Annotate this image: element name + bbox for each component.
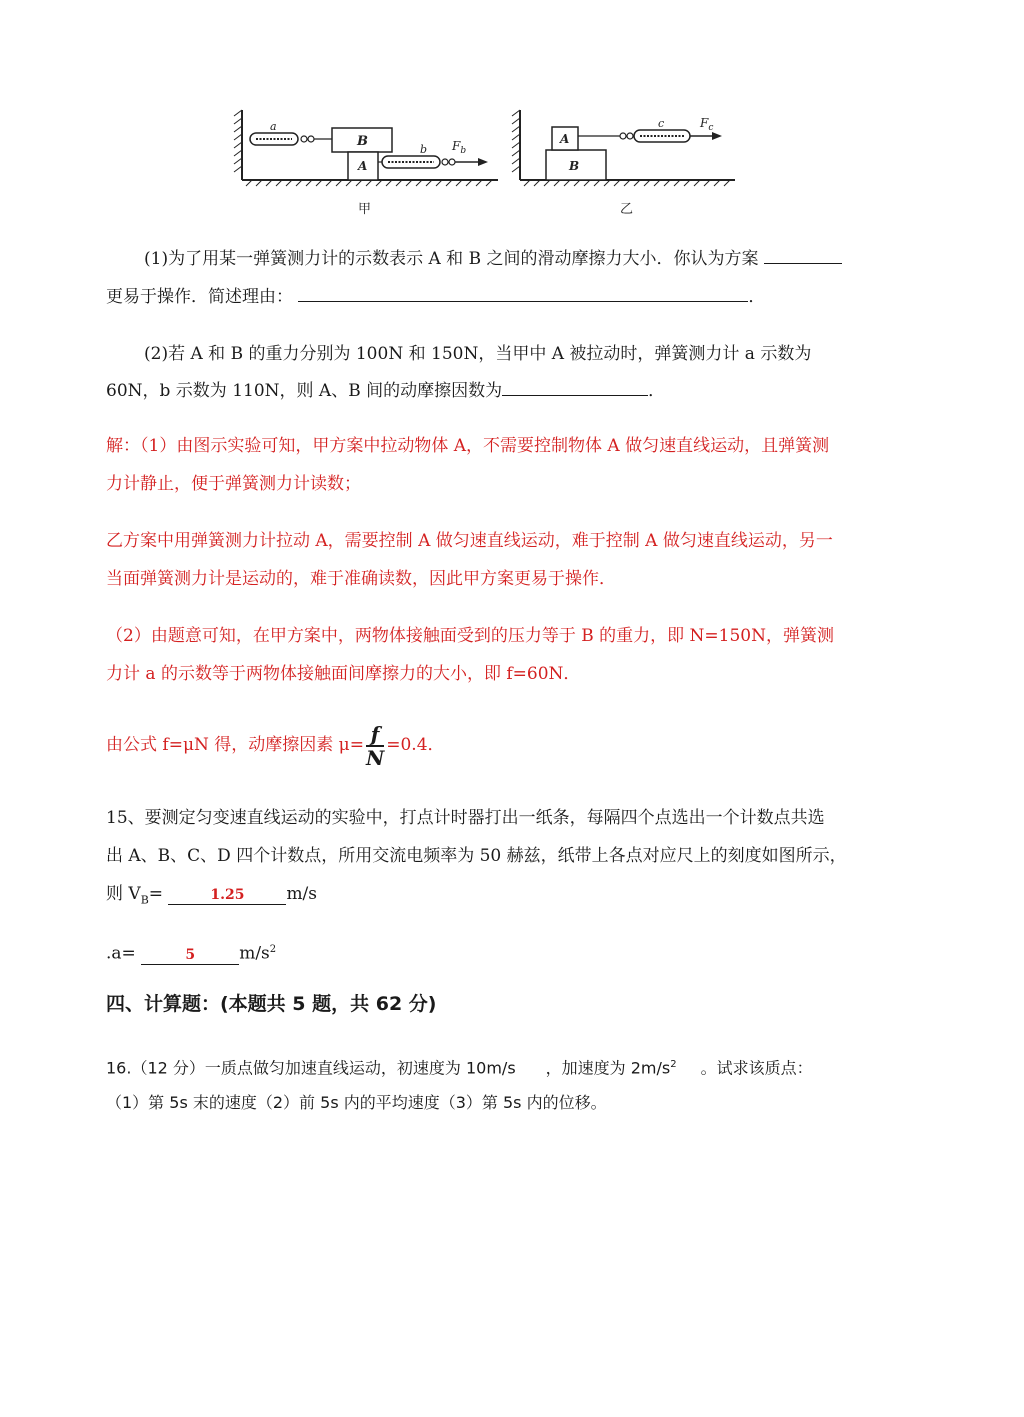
q14-mu-blank[interactable]: [502, 377, 648, 396]
solution-result: =0.4．: [386, 735, 445, 755]
block-b-yi-label: B: [569, 159, 580, 173]
fraction-denominator: N: [365, 745, 385, 770]
q16-line2: （1）第 5s 末的速度（2）前 5s 内的平均速度（3）第 5s 内的位移。: [106, 1093, 607, 1112]
q15-line2: 出 A、B、C、D 四个计数点，所用交流电频率为 50 赫兹，纸带上各点对应尺上的刻度如图所示，: [106, 846, 847, 866]
q14-reason-end: ．: [748, 287, 766, 307]
q14-part2-end: ．: [648, 381, 666, 401]
section4-heading: 四、计算题：(本题共 5 题，共 62 分): [106, 993, 437, 1015]
figure-jia: [234, 110, 498, 217]
accel-answer[interactable]: 5: [141, 946, 239, 965]
q14-reason-label: 更易于操作．简述理由：: [106, 287, 293, 307]
figure-yi: [512, 110, 735, 217]
block-b-jia-label: B: [357, 134, 368, 149]
solution-line1: 解：（1）由图示实验可知，甲方案中拉动物体 A，不需要控制物体 A 做匀速直线运动，且弹簧测: [106, 436, 830, 456]
wall-hatch-jia: [234, 110, 242, 172]
q16-superscript: 2: [670, 1059, 677, 1070]
experiment-figures: [230, 100, 750, 220]
solution-line4: 当面弹簧测力计是运动的，难于准确读数，因此甲方案更易于操作．: [106, 569, 616, 589]
solution-formula-text: 由公式 f=μN 得，动摩擦因素 μ=: [106, 735, 364, 755]
solution-line7: [106, 722, 926, 769]
vb-subscript: B: [140, 893, 149, 907]
vb-unit: m/s: [286, 884, 318, 904]
force-fc-label: $F_c$: [700, 116, 714, 133]
q14-part1-line1: [144, 241, 964, 278]
accel-label: .a=: [106, 943, 136, 964]
q15-a-line: [106, 931, 926, 973]
vb-equals: =: [148, 884, 164, 904]
accel-unit: m/s: [239, 943, 270, 964]
q16-text-b: ，加速度为 2m/s: [545, 1058, 671, 1078]
vb-answer[interactable]: 1.25: [168, 886, 286, 905]
q14-part2-text2: 60N，b 示数为 110N，则 A、B 间的动摩擦因数为: [106, 381, 503, 401]
q14-part2-line1: [144, 336, 964, 373]
spring-a-label: a: [270, 120, 277, 133]
q15-line1: 15、要测定匀变速直线运动的实验中，打点计时器打出一纸条，每隔四个点选出一个计数点共选: [106, 808, 825, 828]
figure-jia-caption: 甲: [358, 202, 372, 217]
solution-line3: 乙方案中用弹簧测力计拉动 A，需要控制 A 做匀速直线运动，难于控制 A 做匀速直线运动，另一: [106, 531, 833, 551]
accel-unit-superscript: 2: [269, 944, 277, 955]
q14-part2-line2: [106, 373, 926, 410]
solution-line5: （2）由题意可知，在甲方案中，两物体接触面受到的压力等于 B 的重力，即 N=150N，弹簧测: [106, 626, 834, 646]
wall-hatch-yi: [512, 110, 520, 172]
block-a-yi-label: A: [560, 132, 570, 146]
q16-text-c: 。试求该质点：: [700, 1058, 813, 1078]
q16-line1: [106, 1046, 926, 1086]
q14-reason-blank[interactable]: [298, 283, 748, 302]
q14-part2-text: (2)若 A 和 B 的重力分别为 100N 和 150N，当甲中 A 被拉动时，弹簧测力计 a 示数为: [144, 344, 812, 364]
solution-line6: 力计 a 的示数等于两物体接触面间摩擦力的大小，即 f=60N．: [106, 664, 581, 684]
q14-part1-line2: [106, 279, 926, 316]
spring-b-label: b: [420, 143, 428, 156]
spring-c-label: c: [658, 117, 665, 130]
q14-part1-answer-blank[interactable]: [764, 245, 842, 264]
q15-vb-line: [106, 876, 926, 918]
vb-label: 则 V: [106, 884, 141, 904]
q14-part1-text: (1)为了用某一弹簧测力计的示数表示 A 和 B 之间的滑动摩擦力大小．你认为方案: [144, 249, 759, 269]
fraction-numerator: f: [366, 723, 384, 747]
q16-text-a: 16.（12 分）一质点做匀加速直线运动，初速度为 10m/s: [106, 1058, 516, 1078]
solution-line2: 力计静止，便于弹簧测力计读数；: [106, 474, 361, 494]
figure-yi-caption: 乙: [620, 202, 634, 217]
force-fb-label: $F_b$: [452, 139, 467, 156]
mu-fraction: [366, 723, 384, 769]
block-a-jia-label: A: [358, 159, 368, 173]
